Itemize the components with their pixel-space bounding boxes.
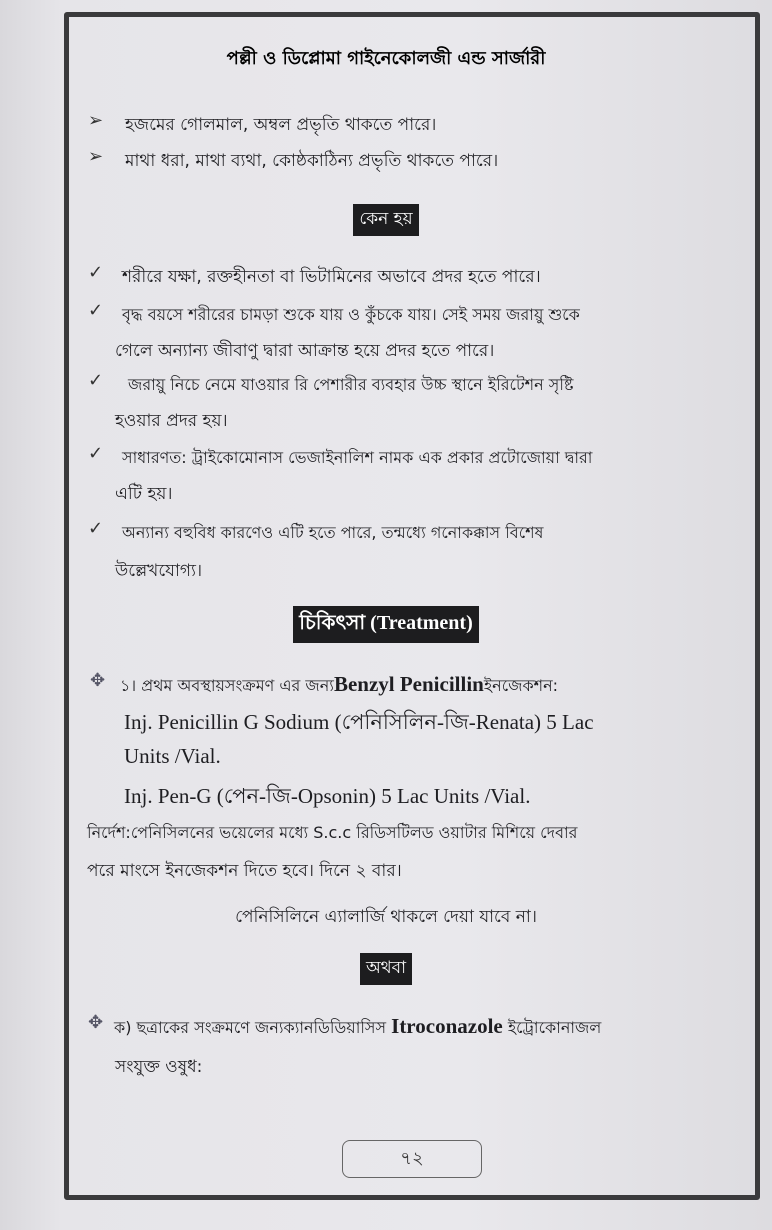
cause-item: বৃদ্ধ বয়সে শরীরের চামড়া শুকে যায় ও কুঁচকে যায়। সেই সময় জরায়ু শুকে [122,305,580,324]
page-number-scroll [342,1140,482,1178]
check-icon: ✓ [88,370,104,391]
check-icon: ✓ [88,300,104,321]
symptom-item: মাথা ধরা, মাথা ব্যথা, কোষ্ঠকাঠিন্য প্রভৃতি থাকতে পারে। [125,151,499,171]
page-title: পল্লী ও ডিপ্লোমা গাইনেকোলজী এন্ড সার্জারী [226,48,546,69]
check-icon: ✓ [88,262,104,283]
section-heading-causes: কেন হয় [353,204,418,236]
section-heading-treatment: চিকিৎসা (Treatment) [293,606,478,643]
item-text: ১। প্রথম অবস্থায়সংক্রমণ এর জন্য [120,676,334,695]
page-number: ৭২ [400,1148,424,1169]
cause-item-cont: হওয়ার প্রদর হয়। [115,411,228,431]
cause-item: সাধারণত: ট্রাইকোমোনাস ভেজাইনালিশ নামক এক প্রকার প্রটোজোয়া দ্বারা [122,448,593,467]
arrow-bullet-icon: ➢ [88,110,104,131]
check-icon: ✓ [88,443,104,464]
injection-line: Units /Vial. [124,744,221,768]
diamond-bullet-icon: ✥ [88,1012,104,1033]
treatment-item-2 [114,1014,601,1042]
instruction-text: নির্দেশ:পেনিসিলনের ভয়েলের মধ্যে S.c.c রিডিসটিলড ওয়াটার মিশিয়ে দেবার [87,823,578,842]
item-text: ইনজেকশন: [483,676,559,695]
cause-item: অন্যান্য বহুবিধ কারণেও এটি হতে পারে, তন্মধ্যে গনোকক্কাস বিশেষ [122,523,544,542]
cause-item-cont: এটি হয়। [115,484,173,504]
allergy-warning: পেনিসিলিনে এ্যালার্জি থাকলে দেয়া যাবে না। [235,907,537,927]
section-heading-or: অথবা [360,953,412,985]
treatment-item-1 [120,672,558,700]
cause-item-cont: উল্লেখযোগ্য। [115,561,203,581]
check-icon: ✓ [88,518,104,539]
instruction-text: পরে মাংসে ইনজেকশন দিতে হবে। দিনে ২ বার। [87,861,402,881]
item-text: ক) ছত্রাকের সংক্রমণে জন্যক্যানডিডিয়াসিস [114,1018,392,1037]
injection-line: Inj. Penicillin G Sodium (পেনিসিলিন-জি-Renata) 5 Lac [124,710,594,734]
arrow-bullet-icon: ➢ [88,146,104,167]
cause-item: শরীরে যক্ষা, রক্তহীনতা বা ভিটামিনের অভাবে প্রদর হতে পারে। [122,267,541,287]
injection-line: Inj. Pen-G (পেন-জি-Opsonin) 5 Lac Units /Vial. [124,784,531,808]
item-text: ইট্রোকোনাজল [502,1018,602,1037]
treatment-item-2-cont: সংযুক্ত ওষুধ: [115,1057,203,1077]
symptom-item: হজমের গোলমাল, অম্বল প্রভৃতি থাকতে পারে। [125,115,437,135]
drug-name: Benzyl Penicillin [333,672,484,696]
cause-item-cont: গেলে অন্যান্য জীবাণু দ্বারা আক্রান্ত হয়ে প্রদর হতে পারে। [115,341,495,361]
diamond-bullet-icon: ✥ [90,670,106,691]
drug-name: Itroconazole [391,1014,503,1038]
cause-item: জরায়ু নিচে নেমে যাওয়ার রি পেশারীর ব্যবহার উচ্চ স্থানে ইরিটেশন সৃষ্টি [128,375,574,394]
